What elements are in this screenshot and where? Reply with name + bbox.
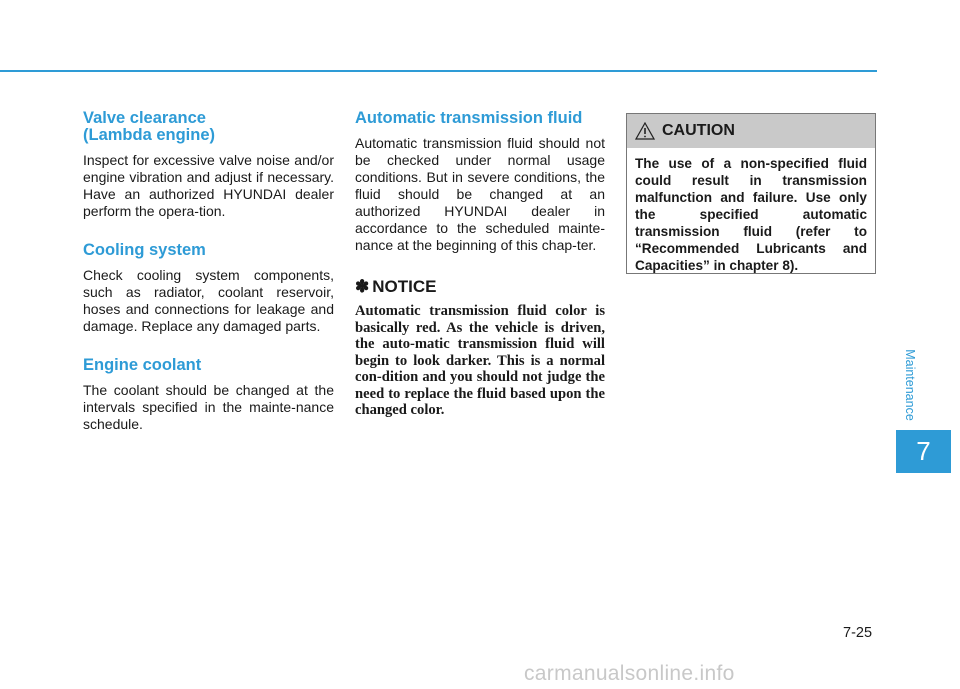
valve-clearance-heading-line2: (Lambda engine) [83, 126, 216, 144]
notice-title: NOTICE [372, 277, 437, 296]
caution-box [626, 113, 876, 274]
page-number: 7-25 [843, 625, 873, 641]
notice-heading [355, 278, 605, 295]
valve-clearance-heading [83, 110, 334, 144]
section-valve-clearance [83, 110, 334, 220]
cooling-system-heading: Cooling system [83, 241, 206, 259]
cooling-system-text: Check cooling system components, such as radiator, coolant reservoir, hoses and connections for leakage and damage. Replace any damaged parts. [83, 267, 334, 334]
chapter-number-tab: 7 [896, 430, 951, 473]
warning-triangle-icon [635, 122, 655, 140]
section-engine-coolant [83, 357, 334, 433]
notice-text: Automatic transmission fluid color is basically red. As the vehicle is driven, the auto-matic transmission fluid will begin to look darker. This is a normal con-dition and you should not judge the need to replace the fluid based upon the changed color. [355, 303, 605, 418]
watermark: carmanualsonline.info [524, 662, 735, 685]
notice-asterisk-icon: ✽ [355, 277, 370, 296]
chapter-tab-label [897, 340, 923, 430]
engine-coolant-text: The coolant should be changed at the intervals specified in the mainte-nance schedule. [83, 382, 334, 432]
engine-coolant-heading: Engine coolant [83, 356, 202, 374]
atf-heading: Automatic transmission fluid [355, 109, 583, 127]
valve-clearance-heading-line1: Valve clearance [83, 109, 206, 127]
section-cooling-system [83, 242, 334, 335]
atf-text: Automatic transmission fluid should not be checked under normal usage conditions. But in severe conditions, the fluid should be changed at an authorized HYUNDAI dealer in accordance to the scheduled mainte-nance at the beginning of this chap-ter. [355, 135, 605, 253]
caution-title: CAUTION [662, 122, 735, 139]
caution-header [627, 114, 875, 148]
valve-clearance-text: Inspect for excessive valve noise and/or engine vibration and adjust if necessary. Have an authorized HYUNDAI dealer perform the opera-tion. [83, 152, 334, 219]
middle-column [355, 110, 605, 419]
top-rule [0, 70, 877, 72]
caution-text: The use of a non-specified fluid could result in transmission malfunction and failure. Use only the specified automatic transmission fluid (refer to “Recommended Lubricants and Capacities” in chapter 8). [635, 156, 867, 273]
chapter-tab-text: Maintenance [903, 349, 918, 421]
left-column [83, 110, 334, 433]
